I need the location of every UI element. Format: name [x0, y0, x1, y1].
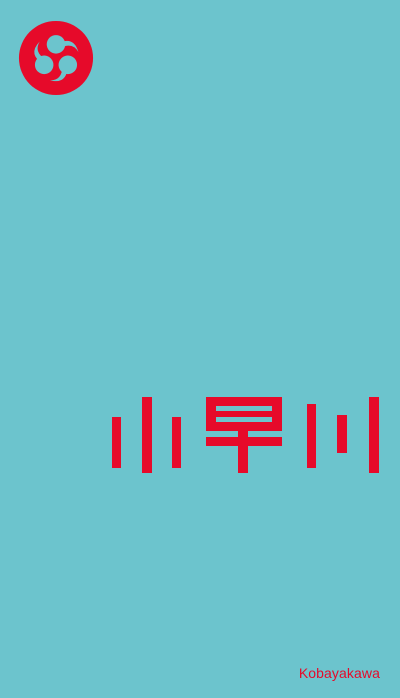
- kanji-kawa: [307, 397, 379, 473]
- mitsudomoe-crest-icon: [17, 19, 95, 97]
- romaji-caption: Kobayakawa: [298, 665, 380, 681]
- kanji-ko: [112, 397, 181, 473]
- kanji-title-graphic: [112, 397, 380, 473]
- kanji-title-text: [0, 0, 1, 1]
